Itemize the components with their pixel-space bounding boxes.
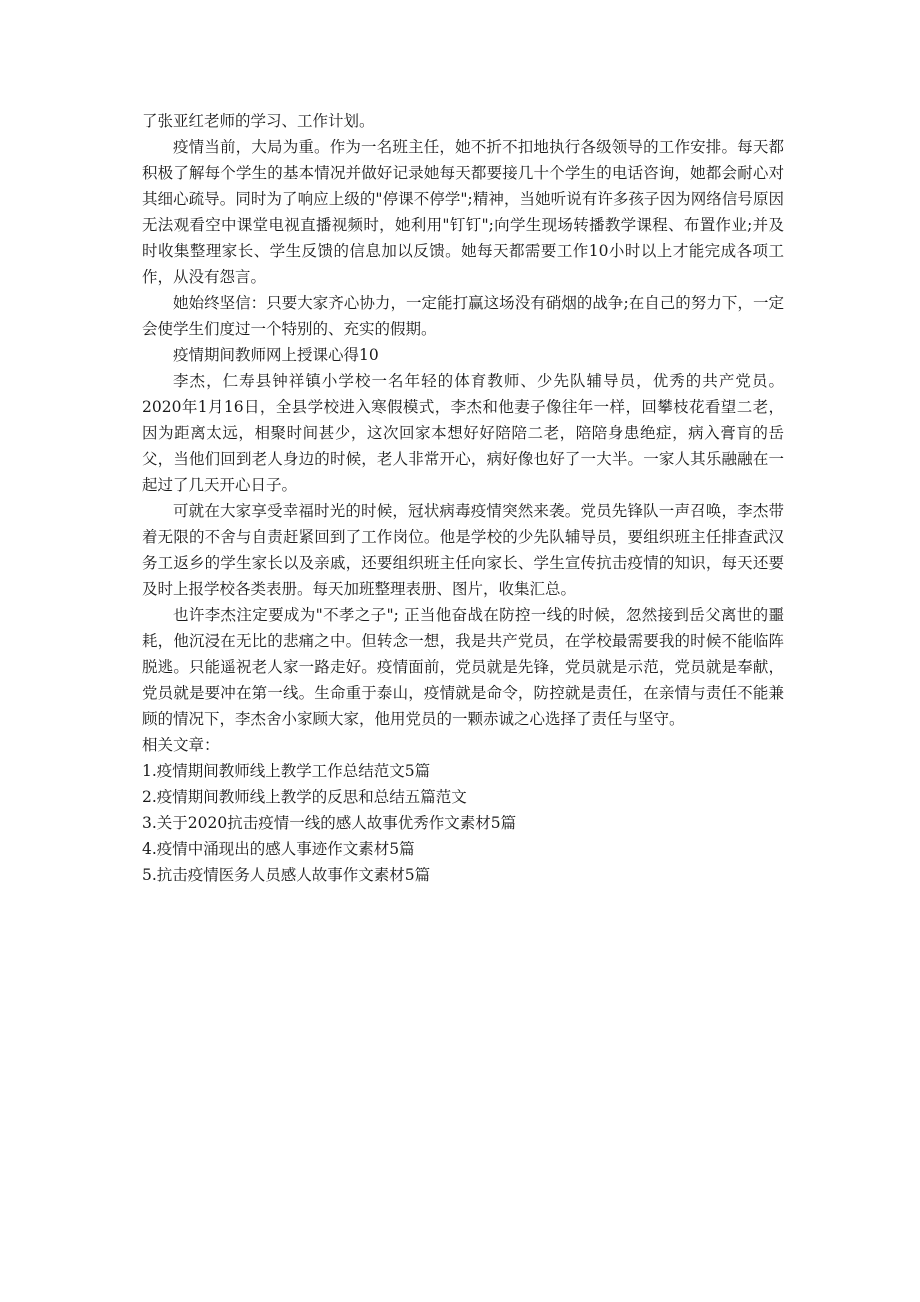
related-article-item[interactable] <box>142 810 784 836</box>
related-article-item[interactable] <box>142 784 784 810</box>
related-article-link[interactable]: 5.抗击疫情医务人员感人故事作文素材5篇 <box>142 866 431 884</box>
related-article-item[interactable] <box>142 836 784 862</box>
document-page <box>142 108 784 888</box>
paragraph-epidemic-arrives: 可就在大家享受幸福时光的时候，冠状病毒疫情突然来袭。党员先锋队一声召唤，李杰带着无限的不舍与自责赶紧回到了工作岗位。他是学校的少先队辅导员，要组织班主任排查武汉务工返乡的学生家长以及亲戚，还要组织班主任向家长、学生宣传抗击疫情的知识，每天还要及时上报学校各类表册。每天加班整理表册、图片，收集汇总。 <box>142 502 784 598</box>
related-article-link[interactable]: 1.疫情期间教师线上教学工作总结范文5篇 <box>142 762 431 780</box>
related-articles-heading: 相关文章： <box>142 736 220 754</box>
related-articles-list <box>142 758 784 888</box>
paragraph-class-teacher: 疫情当前，大局为重。作为一名班主任，她不折不扣地执行各级领导的工作安排。每天都积极了解每个学生的基本情况并做好记录她每天都要接几十个学生的电话咨询，她都会耐心对其细心疏导。同时为了响应上级的"停课不停学";精神，当她听说有许多孩子因为网络信号原因无法观看空中课堂电视直播视频时，她利用"钉钉";向学生现场转播教学课程、布置作业;并及时收集整理家长、学生反馈的信息加以反馈。她每天都需要工作10小时以上才能完成各项工作，从没有怨言。 <box>142 138 784 286</box>
paragraph-duty: 也许李杰注定要成为"不孝之子"; 正当他奋战在防控一线的时候，忽然接到岳父离世的噩耗，他沉浸在无比的悲痛之中。但转念一想，我是共产党员，在学校最需要我的时候不能临阵脱逃。只能遥祝老人家一路走好。疫情面前，党员就是先锋，党员就是示范，党员就是奉献，党员就是要冲在第一线。生命重于泰山，疫情就是命令，防控就是责任，在亲情与责任不能兼顾的情况下，李杰舍小家顾大家，他用党员的一颗赤诚之心选择了责任与坚守。 <box>142 606 784 728</box>
related-article-item[interactable] <box>142 862 784 888</box>
related-article-item[interactable] <box>142 758 784 784</box>
related-article-link[interactable]: 3.关于2020抗击疫情一线的感人故事优秀作文素材5篇 <box>142 814 517 832</box>
related-article-link[interactable]: 2.疫情期间教师线上教学的反思和总结五篇范文 <box>142 788 467 806</box>
paragraph-belief: 她始终坚信：只要大家齐心协力，一定能打赢这场没有硝烟的战争;在自己的努力下，一定会使学生们度过一个特别的、充实的假期。 <box>142 294 784 338</box>
paragraph-continued: 了张亚红老师的学习、工作计划。 <box>142 112 375 130</box>
section-subtitle: 疫情期间教师网上授课心得10 <box>173 346 379 364</box>
paragraph-li-jie-intro: 李杰，仁寿县钟祥镇小学校一名年轻的体育教师、少先队辅导员，优秀的共产党员。2020年1月16日，全县学校进入寒假模式，李杰和他妻子像往年一样，回攀枝花看望二老，因为距离太远，相聚时间甚少，这次回家本想好好陪陪二老，陪陪身患绝症，病入膏肓的岳父，当他们回到老人身边的时候，老人非常开心，病好像也好了一大半。一家人其乐融融在一起过了几天开心日子。 <box>142 372 784 494</box>
related-article-link[interactable]: 4.疫情中涌现出的感人事迹作文素材5篇 <box>142 840 415 858</box>
